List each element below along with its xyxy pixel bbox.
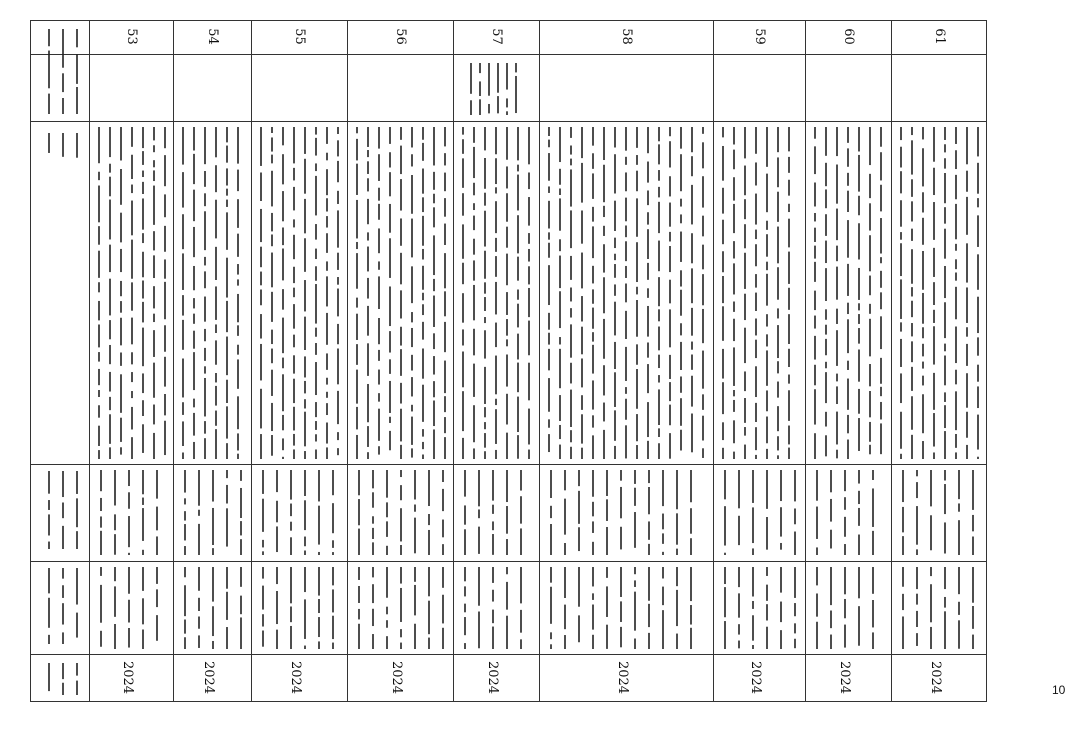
column-number: 60 — [840, 28, 856, 45]
column-number: 59 — [751, 28, 767, 45]
column-number: 53 — [123, 28, 139, 45]
year-value: 2024 — [201, 660, 217, 695]
year-value: 2024 — [837, 660, 853, 695]
year-value: 2024 — [748, 660, 764, 695]
column-number: 58 — [618, 28, 634, 45]
column-number: 55 — [291, 28, 307, 45]
data-table — [30, 20, 987, 702]
year-value: 2024 — [120, 660, 136, 695]
year-value: 2024 — [485, 660, 501, 695]
vertical-script-text — [31, 21, 986, 701]
year-value: 2024 — [288, 660, 304, 695]
column-number: 56 — [392, 28, 408, 45]
page-number: 10 — [1052, 683, 1066, 697]
year-value: 2024 — [615, 660, 631, 695]
column-number: 61 — [931, 28, 947, 45]
year-value: 2024 — [389, 660, 405, 695]
column-number: 57 — [488, 28, 504, 45]
column-number: 54 — [204, 28, 220, 45]
year-value: 2024 — [928, 660, 944, 695]
